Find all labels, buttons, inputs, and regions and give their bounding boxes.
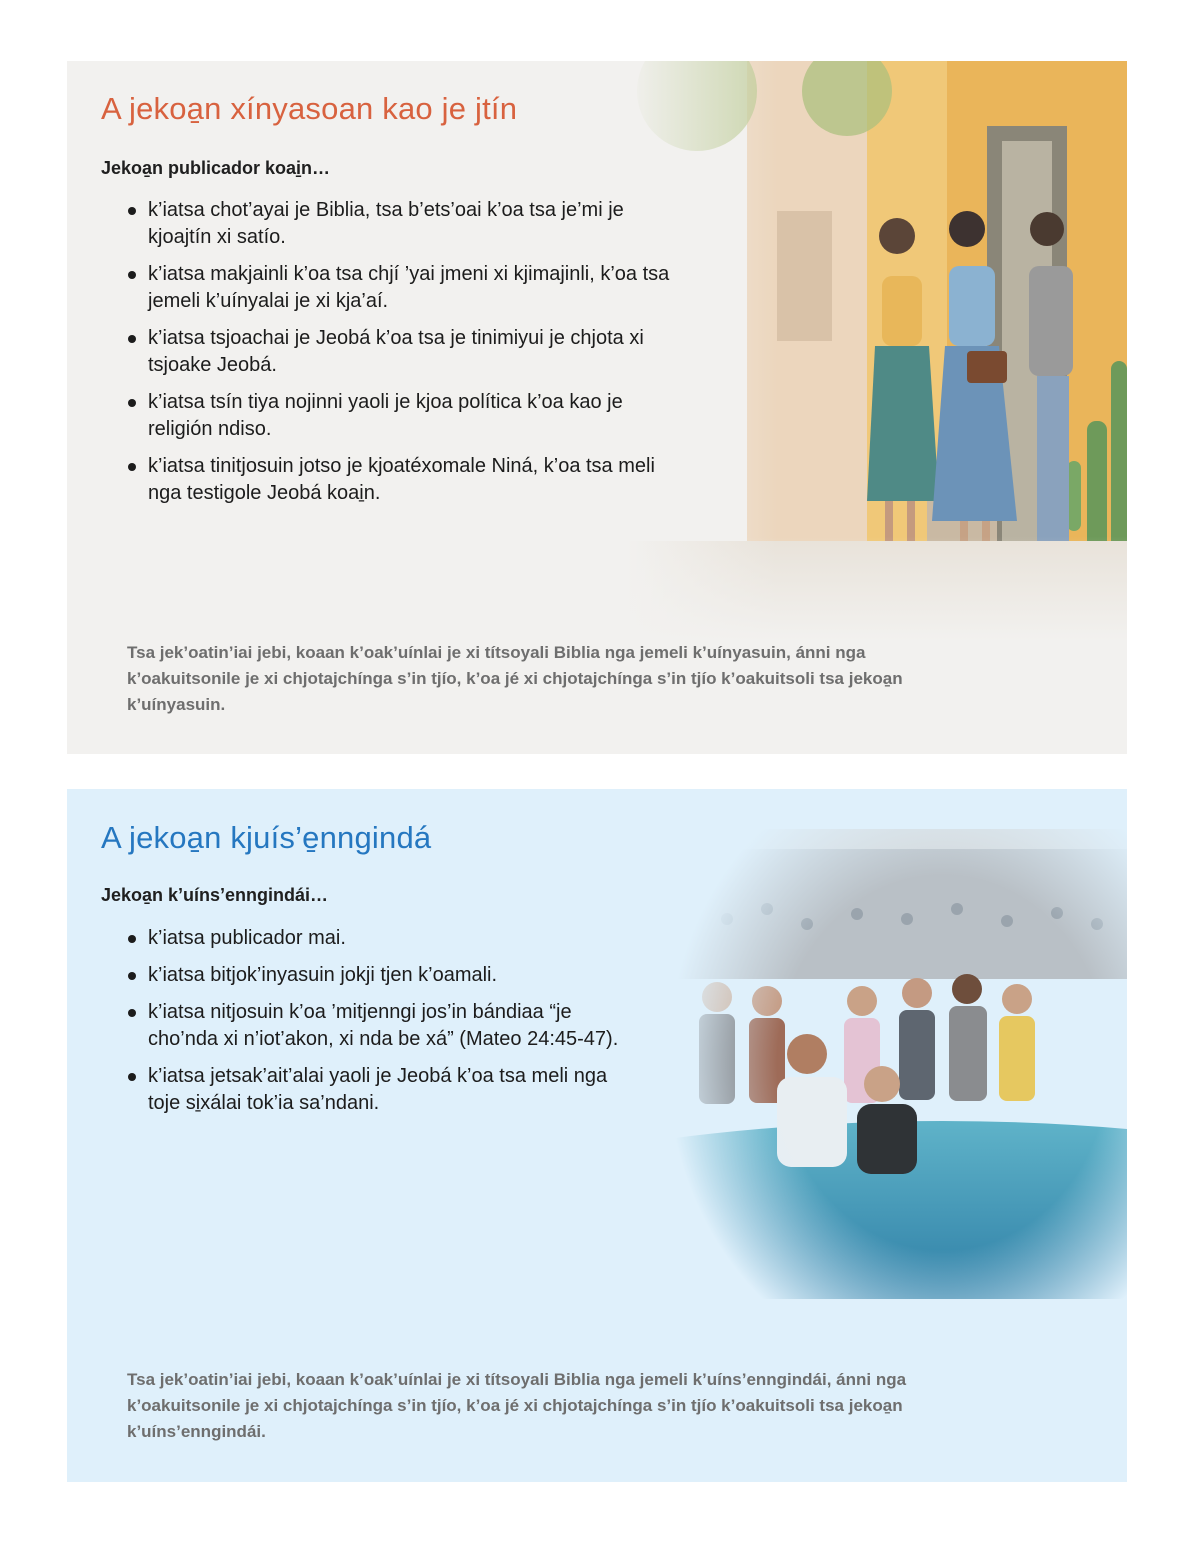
list-item-text: k’iatsa bitjok’inyasuin jokji tjen k’oamali. bbox=[148, 964, 498, 986]
section-heading: A jekoa̱n kjuís’e̱nngindá bbox=[101, 820, 432, 855]
requirements-list bbox=[125, 925, 625, 1127]
list-item bbox=[125, 999, 625, 1053]
bullet-icon bbox=[128, 972, 136, 980]
bullet-icon bbox=[128, 935, 136, 943]
list-item-text: k’iatsa publicador mai. bbox=[148, 927, 346, 949]
section-footnote: Tsa jek’oatin’iai jebi, koaan k’oak’uínlai je xi títsoyali Biblia nga jemeli k’uíns’enngindái, ánni nga k’oakuitsonile je xi chjotajchínga s’in tjío, k’oa jé xi chjotajchínga s’in tjío k’oakuitsoli tsa jekoa̱n k’uíns’enngindái. bbox=[127, 1370, 907, 1441]
bullet-icon bbox=[128, 463, 136, 471]
list-item-text: k’iatsa tsín tiya nojinni yaoli je kjoa política k’oa kao je religión ndiso. bbox=[148, 391, 623, 440]
bullet-icon bbox=[128, 399, 136, 407]
baptism-panel bbox=[67, 789, 1127, 1482]
list-item-text: k’iatsa chot’ayai je Biblia, tsa b’ets’oai k’oa tsa je’mi je kjoajtín xi satío. bbox=[148, 199, 624, 248]
list-item-text: k’iatsa tinitjosuin jotso je kjoatéxomale Niná, k’oa tsa meli nga testigole Jeobá koai̱n. bbox=[148, 455, 655, 504]
unbaptized-publisher-panel bbox=[67, 61, 1127, 754]
list-item-text: k’iatsa makjainli k’oa tsa chjí ’yai jmeni xi kjimajinli, k’oa tsa jemeli k’uínyalai je xi kja’aí. bbox=[148, 263, 670, 312]
list-item bbox=[125, 1063, 625, 1117]
bullet-icon bbox=[128, 1009, 136, 1017]
bullet-icon bbox=[128, 1073, 136, 1081]
section-lead: Jekoa̱n k’uíns’enngindái… bbox=[101, 885, 329, 905]
section-footnote: Tsa jek’oatin’iai jebi, koaan k’oak’uínlai je xi títsoyali Biblia nga jemeli k’uínyasuin, ánni nga k’oakuitsonile je xi chjotajchínga s’in tjío, k’oa jé xi chjotajchínga s’in tjío k’oakuitsoli tsa jekoa̱n k’uínyasuin. bbox=[127, 643, 903, 714]
list-item bbox=[125, 261, 685, 315]
list-item bbox=[125, 325, 685, 379]
baptism-illustration bbox=[667, 829, 1127, 1349]
list-item-text: k’iatsa nitjosuin k’oa ’mitjenngi jos’in bándiaa “je cho’nda xi n’iot’akon, xi nda be xá” (Mateo 24:45-47). bbox=[148, 1001, 619, 1050]
door-to-door-illustration bbox=[627, 61, 1127, 641]
list-item bbox=[125, 962, 625, 989]
list-item-text: k’iatsa jetsak’ait’alai yaoli je Jeobá k’oa tsa meli nga toje si̱xálai tok’ia sa’ndani. bbox=[148, 1065, 608, 1114]
section-lead: Jekoa̱n publicador koai̱n… bbox=[101, 158, 331, 178]
bullet-icon bbox=[128, 207, 136, 215]
list-item bbox=[125, 925, 625, 952]
list-item bbox=[125, 389, 685, 443]
bullet-icon bbox=[128, 335, 136, 343]
list-item bbox=[125, 197, 685, 251]
list-item bbox=[125, 453, 685, 507]
list-item-text: k’iatsa tsjoachai je Jeobá k’oa tsa je tinimiyui je chjota xi tsjoake Jeobá. bbox=[148, 327, 644, 376]
bullet-icon bbox=[128, 271, 136, 279]
requirements-list bbox=[125, 197, 685, 517]
section-heading: A jekoa̱n xínyasoan kao je jtín bbox=[101, 91, 518, 126]
